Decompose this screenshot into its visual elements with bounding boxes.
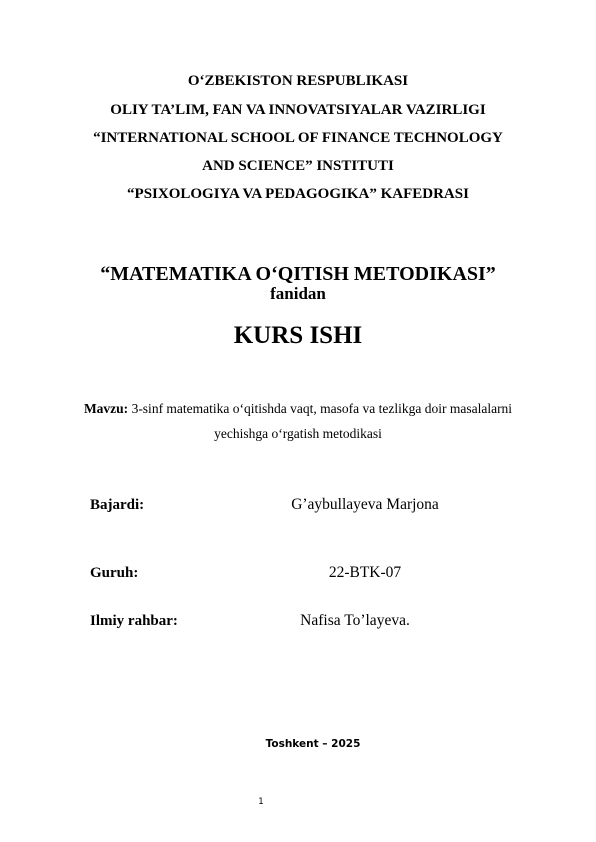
institute-line-2: AND SCIENCE” INSTITUTI xyxy=(202,158,394,174)
group-value: 22-BTK-07 xyxy=(328,564,402,581)
page-number: 1 xyxy=(258,797,264,807)
topic-text-2: yechishga o‘rgatish metodikasi xyxy=(214,426,382,441)
subject-suffix: fanidan xyxy=(270,284,326,303)
advisor-label: Ilmiy rahbar: xyxy=(90,613,178,629)
department-line: “PSIXOLOGIYA VA PEDAGOGIKA” KAFEDRASI xyxy=(127,186,469,202)
advisor-value: Nafisa To’layeva. xyxy=(300,612,410,629)
group-label: Guruh: xyxy=(90,565,139,581)
work-type-heading: KURS ISHI xyxy=(233,322,363,349)
topic-line-1 xyxy=(70,396,526,421)
city-year: Toshkent – 2025 xyxy=(265,738,361,750)
country-line: O‘ZBEKISTON RESPUBLIKASI xyxy=(187,73,409,89)
institute-line-1: “INTERNATIONAL SCHOOL OF FINANCE TECHNOLOGY xyxy=(93,130,503,146)
author-value: G’aybullayeva Marjona xyxy=(291,496,439,513)
ministry-line: OLIY TA’LIM, FAN VA INNOVATSIYALAR VAZIRLIGI xyxy=(110,102,486,118)
topic-text-1: 3-sinf matematika o‘qitishda vaqt, masofa va tezlikga doir masalalarni xyxy=(128,401,513,416)
subject-title: “MATEMATIKA O‘QITISH METODIKASI” xyxy=(100,263,496,285)
topic-label: Mavzu: xyxy=(83,401,129,416)
topic-block xyxy=(70,396,526,446)
author-label: Bajardi: xyxy=(90,497,145,513)
